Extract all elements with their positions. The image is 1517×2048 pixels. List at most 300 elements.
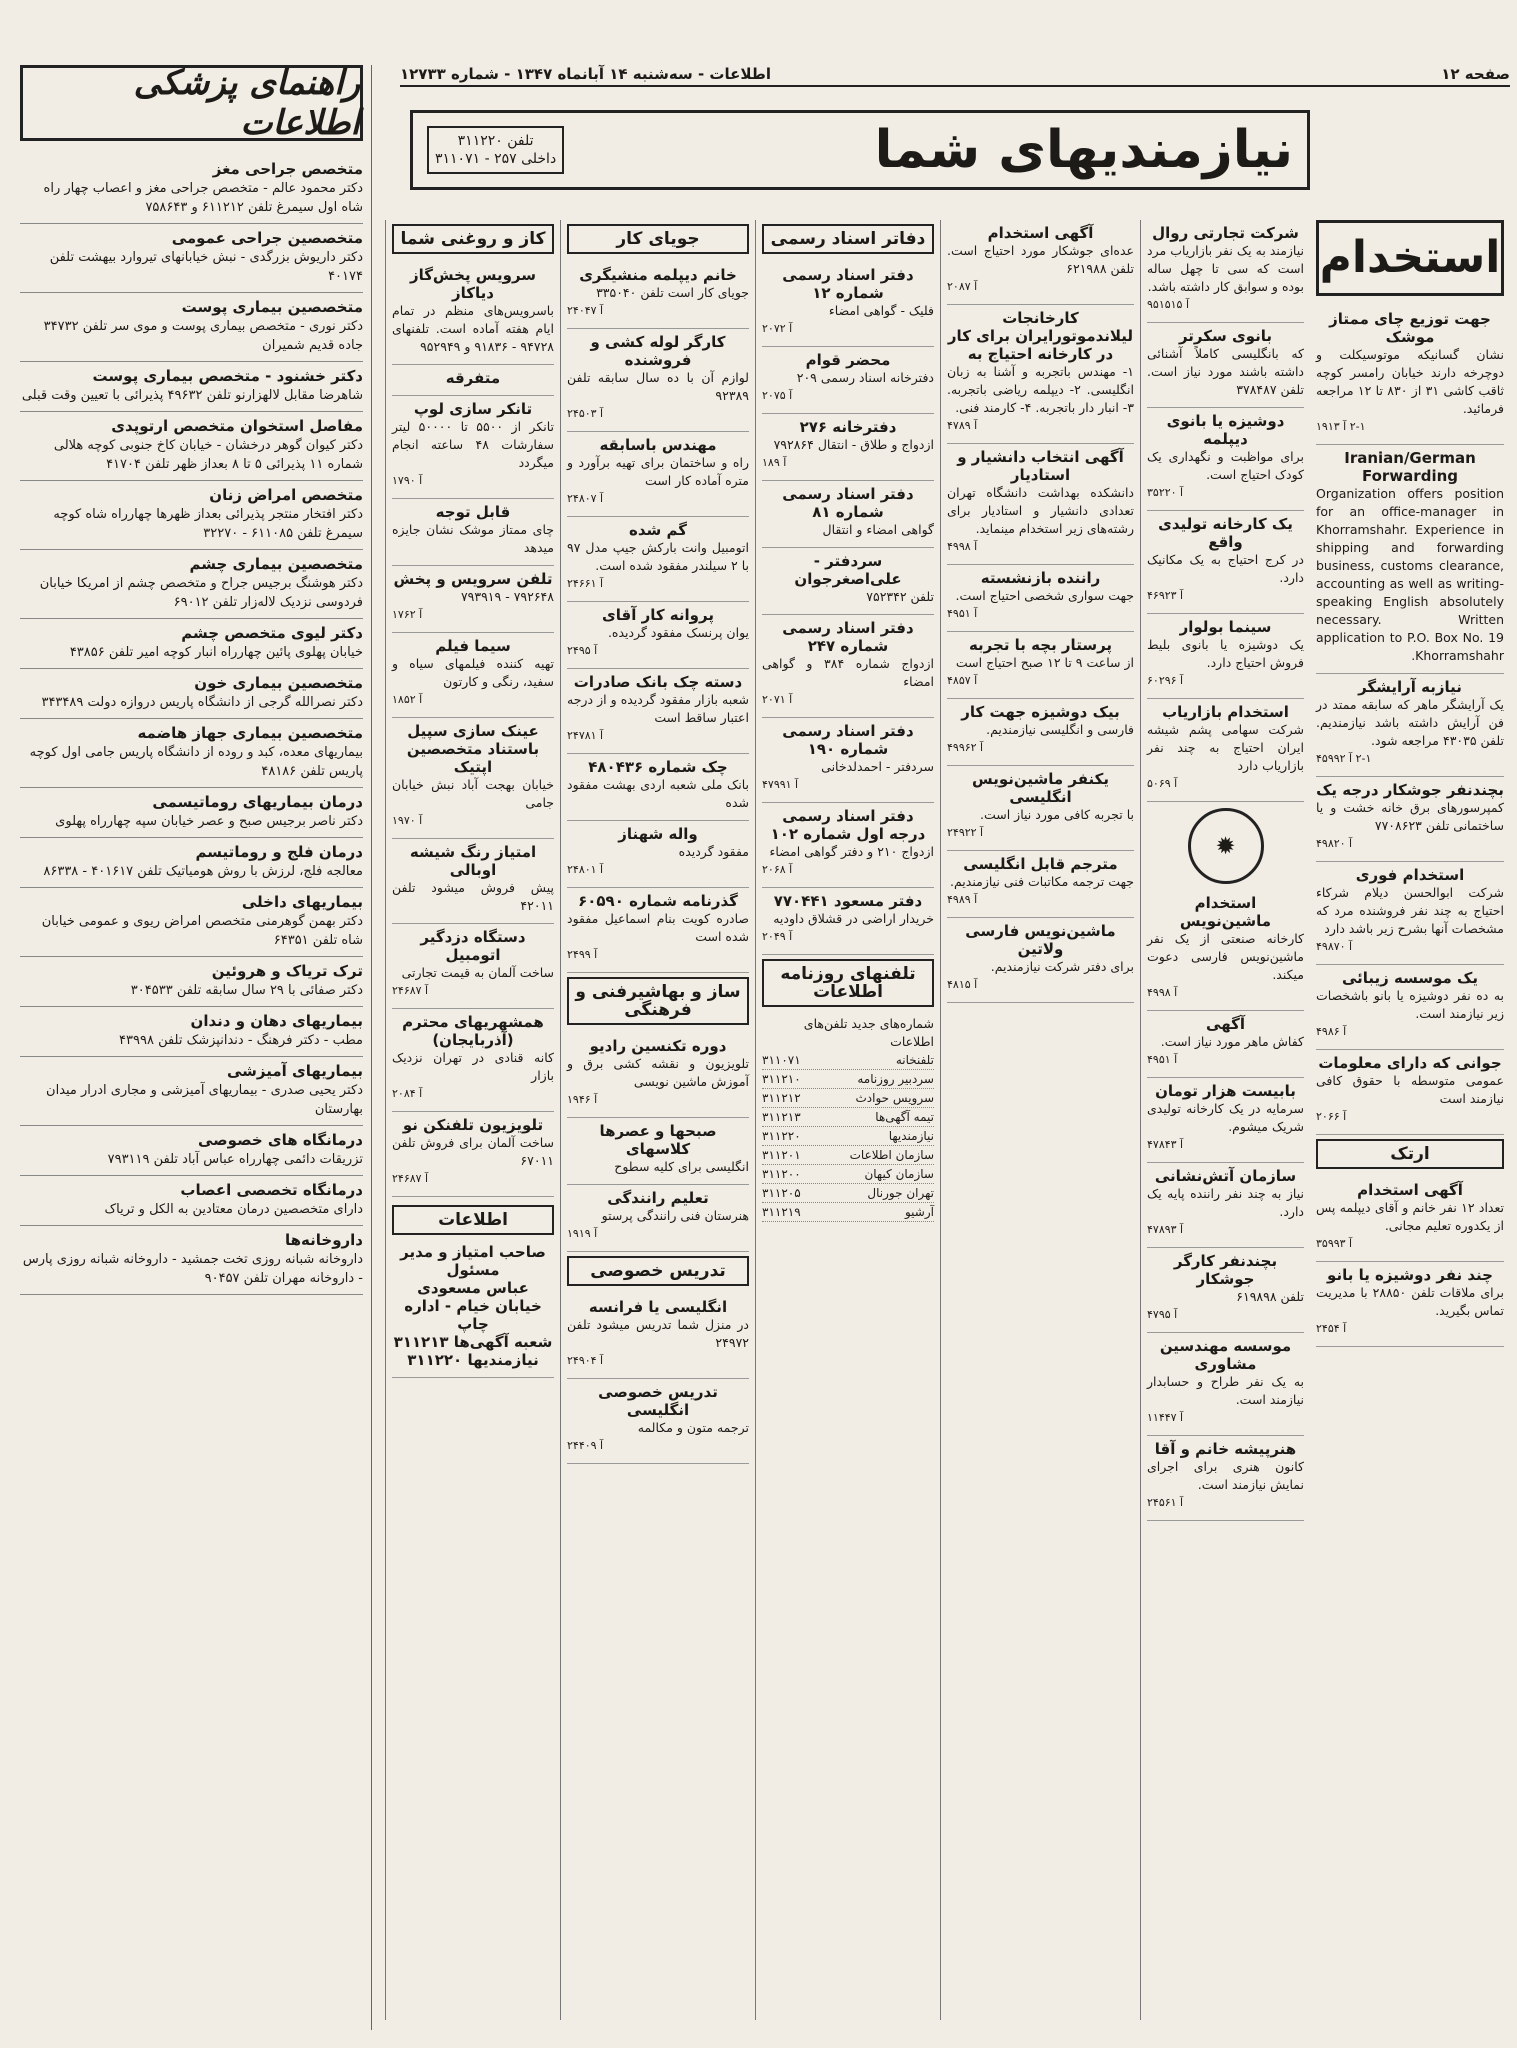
classified-ad (947, 918, 1134, 1003)
phone-label: تلفنخانه (895, 1053, 934, 1067)
listing-title: متخصصین بیماری پوست (181, 298, 363, 316)
ad-heading: چک شماره ۴۸۰۴۳۶ (588, 758, 728, 776)
ad-body: جویای کار است تلفن ۳۳۵۰۴۰ (596, 285, 749, 300)
ad-code: ۲-۱ آ ۴۵۹۹۲ (1316, 752, 1372, 765)
listing-text: دکتر کیوان گوهر درخشان - خیابان کاخ جنوبی کوچه هلالی شماره ۱۱ پذیرائی ۵ تا ۸ بعداز ظهر تلفن ۴۱۷۰۴ (53, 438, 363, 472)
listing-text: دکتر داریوش بزرگدی - نبش خیابانهای تیروارد بیهشت تلفن ۴۰۱۷۴ (49, 250, 363, 284)
ad-heading: موسسه مهندسین مشاوری (1159, 1337, 1292, 1373)
ad-body: شرکت سهامی پشم شیشه ایران احتیاج به چند نفر بازاریاب دارد (1147, 722, 1304, 773)
phone-row (762, 1127, 934, 1146)
column-header: دفاتر اسناد رسمی (762, 224, 934, 254)
ad-code: آ ۲۴۸۰۱ (567, 863, 604, 876)
ad-body: فلیک - گواهی امضاء (828, 303, 934, 318)
phone-row (762, 1070, 934, 1089)
ad-body: ساخت آلمان برای فروش تلفن ۶۷۰۱۱ (392, 1135, 554, 1168)
classified-ad (567, 754, 749, 821)
column-header: کاز و روغنی شما (392, 224, 554, 254)
ad-body: یوان پرنسک مفقود گردیده. (607, 625, 749, 640)
ad-heading: قابل توجه (435, 503, 511, 521)
phone-label: سازمان اطلاعات (849, 1148, 934, 1162)
ad-heading: یک کارخانه تولیدی واقع (1158, 515, 1293, 551)
ad-code: آ ۲۰۷۲ (762, 322, 793, 335)
classified-ad (392, 1009, 554, 1112)
listing-text: دکتر نوری - متخصص بیماری پوست و موی سر تلفن ۳۴۷۳۲ جاده قدیم شمیران (43, 319, 363, 353)
section-banner (410, 110, 1310, 190)
classified-ad (1316, 1177, 1504, 1262)
classified-ad (567, 1185, 749, 1252)
phone-label: تیمه آگهی‌ها (875, 1110, 934, 1124)
listing-text: دکتر یحیی صدری - بیماریهای آمیزشی و مجاری ادرار میدان بهارستان (46, 1083, 363, 1117)
ad-heading: شرکت تجارتی روال (1152, 224, 1299, 242)
ad-code: آ ۲۴۵۰۳ (567, 407, 604, 420)
section-header-employment: استخدام (1316, 220, 1504, 296)
ad-code: آ ۲۴۶۸۷ (392, 1172, 429, 1185)
ad-heading: انگلیسی یا فرانسه (588, 1298, 728, 1316)
medical-listing (20, 1126, 363, 1176)
classified-ad (567, 432, 749, 517)
medical-listing (20, 669, 363, 719)
ad-code: آ ۱۷۹۰ (392, 474, 423, 487)
medical-listing (20, 412, 363, 481)
classified-ad (392, 1112, 554, 1197)
classified-ad (1147, 1078, 1304, 1163)
ad-code: آ ۴۹۸۷۰ (1316, 940, 1353, 953)
classified-ad (1147, 1163, 1304, 1248)
ad-heading: دوشیزه یا بانوی دیپلمه (1166, 412, 1285, 448)
ad-body: تلفن ۷۵۲۳۴۲ (866, 589, 934, 604)
ad-body: تعداد ۱۲ نفر خانم و آقای دیپلمه پس از یکدوره تعلیم مجانی. (1316, 1200, 1504, 1233)
classified-ad (1316, 1050, 1504, 1135)
ad-heading: بچندنفر جوشکار درجه یک (1316, 781, 1504, 799)
ad-heading: دفتر اسناد رسمی شماره ۱۹۰ (782, 722, 914, 758)
classified-ad (1147, 890, 1304, 1011)
phone-label: سردبیر روزنامه (857, 1072, 934, 1086)
ad-heading: استخدام ماشین‌نویس (1179, 894, 1272, 930)
ad-heading: بابیست هزار تومان (1155, 1082, 1296, 1100)
phone-box-header: تلفنهای روزنامه اطلاعات (762, 959, 934, 1007)
ad-heading: واله شهناز (618, 825, 698, 843)
ad-heading: دفتر اسناد رسمی درجه اول شماره ۱۰۲ (770, 807, 926, 843)
classified-ad (1147, 1248, 1304, 1333)
ad-body: با تجربه کافی مورد نیاز است. (980, 807, 1134, 822)
classified-ad (1147, 1333, 1304, 1436)
phone-number: ۳۱۱۲۲۰ (762, 1129, 801, 1143)
ad-body: هنرستان فنی رانندگی پرستو (601, 1208, 749, 1223)
classified-ad (392, 365, 554, 396)
ad-code: آ ۶۰۲۹۶ (1147, 674, 1184, 687)
classified-ad (1316, 306, 1504, 445)
ad-code: آ ۲۴۰۴۷ (567, 304, 604, 317)
ad-body: جهت سواری شخصی احتیاج است. (955, 588, 1134, 603)
listing-title: متخصصین بیماری خون (194, 674, 363, 692)
ad-heading: سیما فیلم (435, 637, 511, 655)
ad-body: کانون هنری برای اجرای نمایش نیازمند است. (1147, 1459, 1304, 1492)
classified-ad (762, 262, 934, 347)
classified-ad (392, 396, 554, 499)
ad-heading: مترجم قابل انگلیسی (963, 855, 1118, 873)
classified-ad (762, 803, 934, 888)
ad-body: راه و ساختمان برای تهیه برآورد و متره آماده کار است (567, 455, 749, 488)
listing-text: دکتر ناصر برجیس صبح و عصر خیابان سپه چهارراه پهلوی (55, 814, 363, 829)
ad-heading: دستگاه دزدگیر اتومبیل (420, 928, 526, 964)
ad-body: فارسی و انگلیسی نیازمندیم. (986, 722, 1134, 737)
listing-title: بیماریهای دهان و دندان (190, 1012, 363, 1030)
medical-listing (20, 155, 363, 224)
phone-row (762, 1184, 934, 1203)
phone-label: سرویس حوادث (855, 1091, 934, 1105)
ad-code: آ ۲۰۶۶ (1316, 1110, 1347, 1123)
ad-heading: پرستار بچه با تجربه (968, 636, 1113, 654)
classified-ad (567, 602, 749, 669)
ad-heading: سرویس پخش‌گاز دیاکاز (409, 266, 537, 302)
ad-body: کارخانه صنعتی از یک نفر ماشین‌نویس فارسی دعوت میکند. (1147, 931, 1304, 982)
ad-heading: گذرنامه شماره ۶۰۵۹۰ (578, 892, 738, 910)
masthead-title: اطلاعات (392, 1205, 554, 1235)
ad-heading: راننده بازنشسته (980, 569, 1101, 587)
listing-title: داروخانه‌ها (284, 1231, 363, 1249)
ad-body: Organization offers position for an office-manager in Khorramshahr. Experience in shipping and forwarding business, customs clearance, accounting as well as writing-speaking English absolutely necessary. Written application to P.O. Box No. 19 Khorramshahr. (1316, 486, 1504, 663)
sidebar-title: راهنمای پزشکی اطلاعات (20, 65, 363, 141)
ad-body: کمپرسورهای برق خانه خشت و یا ساختمانی تلفن ۷۷۰۸۶۲۳ (1316, 800, 1504, 833)
listing-title: بیماریهای داخلی (241, 893, 363, 911)
ad-code: آ ۲۴۹۰۴ (567, 1354, 604, 1367)
listing-title: بیماریهای آمیزشی (226, 1062, 363, 1080)
ad-heading: دفتر اسناد رسمی شماره ۸۱ (782, 485, 914, 521)
ad-heading: یک موسسه زیبائی (1341, 969, 1479, 987)
ad-heading: استخدام فوری (1355, 866, 1465, 884)
phone-number: ۳۱۱۲۰۵ (762, 1186, 801, 1200)
ad-body: خریدار اراضی در قشلاق داودیه (773, 911, 934, 926)
ad-body: در منزل شما تدریس میشود تلفن ۲۴۹۷۲ (567, 1317, 749, 1350)
classified-ad (567, 821, 749, 888)
ad-heading: صبحها و عصرها کلاسهای (599, 1122, 717, 1158)
banner-phone-box (427, 126, 564, 174)
classified-ad (762, 888, 934, 955)
ad-code: آ ۲۴۸۰۷ (567, 492, 604, 505)
listing-title: متخصص امراض زنان (209, 486, 363, 504)
ad-code: آ ۲۴۹۵ (567, 644, 598, 657)
ad-body: دفترخانه اسناد رسمی ۲۰۹ (796, 370, 934, 385)
medical-listing (20, 888, 363, 957)
ad-heading: آگهی (1206, 1015, 1245, 1033)
ad-heading: متفرقه (445, 369, 501, 387)
ad-body: تهیه کننده فیلمهای سیاه و سفید، رنگی و کارتون (392, 656, 554, 689)
classified-ad (567, 1294, 749, 1379)
ad-body: دانشکده بهداشت دانشگاه تهران تعدادی دانشیار و استادیار برای رشته‌های زیر استخدام مینماید. (947, 485, 1134, 536)
listing-title: درمان بیماریهای روماتیسمی (152, 793, 363, 811)
ad-heading: چند نفر دوشیزه یا بانو (1327, 1266, 1493, 1284)
ad-code: ۲-۱ آ ۱۹۱۳ (1316, 420, 1366, 433)
medical-listing (20, 1007, 363, 1057)
phone-number: ۳۱۱۰۷۱ (762, 1053, 801, 1067)
classified-ad (947, 632, 1134, 699)
classified-ad (1147, 614, 1304, 699)
classified-ad (947, 565, 1134, 632)
ad-heading: تدریس خصوصی انگلیسی (598, 1383, 718, 1419)
ad-body: به ده نفر دوشیزه یا بانو باشخصات زیر نیازمند است. (1316, 988, 1504, 1021)
ad-code: آ ۲۴۹۲۲ (947, 826, 984, 839)
ad-heading: تانکر سازی لوپ (413, 400, 533, 418)
ad-body: شرکت ابوالحسن دیلام شرکاء احتیاج به چند نفر فروشنده مرد که مشخصات آنها بشرح زیر باشد دارد (1316, 885, 1504, 936)
ad-code: آ ۵۰۶۹ (1147, 777, 1178, 790)
ad-heading: خانم دیپلمه منشیگری (579, 266, 737, 284)
listing-title: دکتر خشنود - متخصص بیماری پوست (92, 367, 363, 385)
medical-listing (20, 550, 363, 619)
ticker-logo: ارتک (1316, 1139, 1504, 1169)
ad-heading: دفتر اسناد رسمی شماره ۱۲ (782, 266, 914, 302)
ad-code: آ ۲۰۴۹ (762, 930, 793, 943)
ad-heading: سازمان آتش‌نشانی (1154, 1167, 1297, 1185)
ad-body: خیابان بهجت آباد نبش خیابان جامی (392, 777, 554, 810)
ad-heading: عینک سازی سپیل باستناد متخصصین اپتیک (406, 722, 540, 776)
medical-listing (20, 957, 363, 1007)
medical-listing (20, 362, 363, 412)
ad-code: آ ۴۹۹۶۲ (947, 741, 984, 754)
phone-label: آرشیو (904, 1205, 934, 1219)
ad-code: آ ۴۸۱۵ (947, 978, 978, 991)
classified-ad (1316, 1262, 1504, 1347)
masthead (392, 1197, 554, 1378)
ad-code: آ ۲۴۵۴ (1316, 1322, 1347, 1335)
education-header: ساز و بهاشیرفنی و فرهنگی (567, 977, 749, 1025)
ad-heading: کارگر لوله کشی و فروشنده (590, 333, 726, 369)
ad-heading: آگهی انتخاب دانشیار و استادیار (957, 448, 1124, 484)
medical-listing (20, 1057, 363, 1126)
classified-ad (1147, 1011, 1304, 1078)
ad-heading: هنرپیشه خانم و آقا (1154, 1440, 1297, 1458)
classified-ad (947, 851, 1134, 918)
banner-title: نیازمندیهای شما (874, 120, 1293, 180)
listing-title: درمانگاه تخصصی اعصاب (180, 1181, 363, 1199)
ad-body: نیازمند به یک نفر بازاریاب مرد است که سی تا چهل ساله بوده و سوابق کار داشته باشد. (1147, 243, 1304, 294)
ad-body: مفقود گردیده (678, 844, 749, 859)
listing-title: درمانگاه های خصوصی (198, 1131, 363, 1149)
ad-code: آ ۲۰۷۵ (762, 389, 793, 402)
listing-title: متخصص جراحی مغز (212, 160, 363, 178)
ad-heading: مهندس باسابقه (599, 436, 717, 454)
listing-text: داروخانه شبانه روزی تخت جمشید - داروخانه شبانه روزی پارس - داروخانه مهران تلفن ۹۰۴۵۷ (22, 1252, 363, 1286)
listing-title: متخصصین بیماری چشم (189, 555, 363, 573)
sidebar-list (20, 155, 363, 1295)
ad-code: آ ۳۵۲۲۰ (1147, 486, 1184, 499)
ad-heading: بیک دوشیزه جهت کار (961, 703, 1120, 721)
emblem-icon: ✹ (1188, 808, 1264, 884)
classified-ad (1147, 408, 1304, 511)
ad-body: سردفتر - احمدلدخانی (821, 759, 934, 774)
listing-text: دکتر صفائی با ۲۹ سال سابقه تلفن ۳۰۴۵۳۳ (130, 983, 363, 998)
ad-code: آ ۴۹۵۱ (1147, 1053, 1178, 1066)
ad-body: تانکر از ۵۵۰۰ تا ۵۰۰۰۰ لیتر سفارشات ۴۸ ساعته انجام میگردد (392, 419, 555, 470)
listing-title: ترک تریاک و هروئین (211, 962, 363, 980)
listing-text: شاهرضا مقابل لالهزارنو تلفن ۴۹۶۳۲ پذیرائی با تعیین وقت قبلی (21, 388, 363, 403)
page-number: صفحه ۱۲ (1441, 65, 1510, 83)
ad-body: عمومی متوسطه با حقوق کافی نیازمند است (1316, 1073, 1504, 1106)
column-header: جویای کار (567, 224, 749, 254)
ad-body: انگلیسی برای کلیه سطوح (614, 1159, 749, 1174)
ad-body: برای دفتر شرکت نیازمندیم. (990, 959, 1134, 974)
ad-heading: دوره تکنسین رادیو (589, 1037, 727, 1055)
ad-code: آ ۴۶۹۲۳ (1147, 589, 1184, 602)
ad-heading: سردفتر - علی‌اصغرجوان (794, 552, 902, 588)
classified-ad (947, 444, 1134, 565)
masthead-line: صاحب امتیاز و مدیر مسئول (400, 1243, 546, 1279)
listing-text: دکتر بهمن گوهرمنی متخصص امراض ریوی و عمومی خیابان شاه تلفن ۶۴۳۵۱ (41, 914, 363, 948)
classified-ad (762, 718, 934, 803)
ad-code: آ ۲۴۹۹ (567, 948, 598, 961)
ad-body: در کرج احتیاج به یک مکانیک دارد. (1147, 552, 1304, 585)
ad-heading: تلفن سرویس و پخش (393, 570, 553, 588)
ad-body: جهت ترجمه مکاتبات فنی نیازمندیم. (950, 874, 1134, 889)
page-header (400, 63, 1510, 87)
classified-ad (1147, 1436, 1304, 1521)
ad-heading: کارخانجات لیلاندموتورایران برای کار در کارخانه احتیاج به (947, 309, 1134, 363)
column-notary (755, 220, 940, 2020)
ad-body: یک آرایشگر ماهر که سابقه ممتد در فن آرایش داشته باشد نیازمندیم. تلفن ۴۳۰۳۵ مراجعه شود. (1316, 697, 1504, 748)
ad-body: کانه قنادی در تهران نزدیک بازار (392, 1050, 554, 1083)
phone-label: تهران جورنال (867, 1186, 934, 1200)
classified-ad (947, 766, 1134, 851)
listing-title: مفاصل استخوان متخصص ارتوپدی (111, 417, 363, 435)
ad-heading: استخدام بازاریاب (1162, 703, 1289, 721)
ad-heading: بچندنفر کارگر جوشکار (1173, 1252, 1278, 1288)
ad-body: نیاز به چند نفر راننده پایه یک دارد. (1147, 1186, 1304, 1219)
ad-code: آ ۱۸۹ (762, 456, 787, 469)
classified-ad (392, 839, 554, 924)
ad-heading: Iranian/German Forwarding (1344, 449, 1476, 485)
classified-ad (947, 305, 1134, 444)
ad-heading: همشهریهای محترم (آذربایجان) (402, 1013, 544, 1049)
ad-body: به یک نفر طراح و حسابدار نیازمند است. (1147, 1374, 1304, 1407)
column-jobs (1310, 220, 1510, 2020)
listing-text: معالجه فلج، لرزش با روش هومیاتیک تلفن ۴۰۱۶۱۷ - ۸۶۳۳۸ (43, 864, 363, 879)
ad-code: آ ۳۵۹۹۳ (1316, 1237, 1353, 1250)
ad-code: آ ۴۸۵۷ (947, 674, 978, 687)
listing-title: درمان فلج و روماتیسم (195, 843, 363, 861)
ad-code: آ ۲۴۶۸۷ (392, 984, 429, 997)
ad-code: آ ۱۸۵۲ (392, 693, 423, 706)
ad-body: چای ممتاز موشک نشان جایزه میدهد (392, 522, 554, 555)
ad-code: آ ۹۵۱۵۱۵ (1147, 298, 1190, 311)
column-jobs-3 (940, 220, 1140, 2020)
ad-code: آ ۴۷۹۵ (1147, 1308, 1178, 1321)
ad-code: آ ۴۷۸۴۳ (1147, 1138, 1184, 1151)
ad-heading: تعلیم رانندگی (607, 1189, 709, 1207)
ad-heading: دفتر اسناد رسمی شماره ۲۴۷ (782, 619, 914, 655)
listing-text: بیماریهای معده، کبد و روده از دانشگاه پاریس جامی اول کوچه پاریس تلفن ۴۸۱۸۶ (29, 745, 363, 779)
classified-ad (762, 347, 934, 414)
listing-title: متخصصین جراحی عمومی (171, 229, 363, 247)
ad-heading: بانوی سکرتر (1178, 327, 1273, 345)
ad-code: آ ۲۰۸۷ (947, 280, 978, 293)
ad-code: آ ۱۹۷۰ (392, 814, 423, 827)
medical-listing (20, 224, 363, 293)
phone-number: ۳۱۱۲۱۹ (762, 1205, 801, 1219)
ad-code: آ ۴۷۸۹۳ (1147, 1223, 1184, 1236)
dateline: اطلاعات - سه‌شنبه ۱۴ آبانماه ۱۳۴۷ - شماره ۱۲۷۳۳ (400, 65, 772, 83)
classified-ad (567, 669, 749, 754)
ad-code: آ ۱۹۱۹ (567, 1227, 598, 1240)
ad-body: شعبه بازار مفقود گردیده و از درجه اعتبار ساقط است (567, 692, 749, 725)
classified-ad (567, 262, 749, 329)
phone-box-subheader: شماره‌های جدید تلفن‌های اطلاعات (803, 1016, 934, 1049)
classified-ad (567, 517, 749, 602)
ad-heading: ماشین‌نویس فارسی ولاتین (965, 922, 1116, 958)
classified-ad (1316, 777, 1504, 862)
tutoring-header: تدریس خصوصی (567, 1256, 749, 1286)
ad-body: صادره کویت بنام اسماعیل مفقود شده است (567, 911, 749, 944)
classified-ad (762, 481, 934, 548)
listing-text: دارای متخصصین درمان معتادین به الکل و تریاک (104, 1202, 363, 1217)
ad-body: پیش فروش میشود تلفن ۴۲۰۱۱ (392, 880, 554, 913)
ad-code: آ ۲۴۷۸۱ (567, 729, 604, 742)
classified-ad (567, 329, 749, 432)
ad-body: ۱- مهندس باتجربه و آشنا به زبان انگلیسی. ۲- دیپلمه ریاضی باتجربه. ۳- انبار دار باتجربه. ۴- کارمند فنی. (947, 364, 1134, 415)
medical-listing (20, 1176, 363, 1226)
ad-heading: جوانی که دارای معلومات (1318, 1054, 1502, 1072)
ad-heading: یکنفر ماشین‌نویس انگلیسی (972, 770, 1109, 806)
phone-number: ۳۱۱۲۱۰ (762, 1072, 801, 1086)
ad-code: آ ۴۹۹۸ (947, 540, 978, 553)
classified-ad (392, 566, 554, 633)
ad-heading: جهت توزیع چای ممتاز موشک (1329, 310, 1491, 346)
phone-label: نیازمندیها (888, 1129, 934, 1143)
classified-ad (1316, 965, 1504, 1050)
ad-code: آ ۲۴۵۶۱ (1147, 1496, 1184, 1509)
phone-row (762, 1051, 934, 1070)
ad-code: آ ۲۴۴۰۹ (567, 1439, 604, 1452)
phone-row (762, 1165, 934, 1184)
classified-ad (567, 1033, 749, 1118)
classified-ad (392, 924, 554, 1009)
ad-code: آ ۴۷۸۹ (947, 419, 978, 432)
classified-ad (567, 1379, 749, 1464)
ad-body: برای مواظبت و نگهداری یک کودک احتیاج است. (1147, 449, 1304, 482)
ad-body: باسرویس‌های منظم در تمام ایام هفته آماده است. تلفنهای ۹۴۷۲۸ - ۹۱۸۳۶ و ۹۵۲۹۴۹ (392, 303, 554, 354)
listing-text: دکتر نصرالله گرجی از دانشگاه پاریس دروازه دولت ۳۴۳۴۸۹ (41, 695, 363, 710)
phone-row (762, 1108, 934, 1127)
masthead-line: خیابان خیام - اداره چاپ (404, 1297, 542, 1333)
ad-body: ترجمه متون و مکالمه (637, 1420, 749, 1435)
ad-body: که بانگلیسی کاملاً آشنائی داشته باشند مورد نیاز است. تلفن ۳۷۸۴۸۷ (1147, 346, 1304, 397)
ad-body: بانک ملی شعبه اردی بهشت مفقود شده (567, 777, 749, 810)
listing-title: دکتر لیوی متخصص چشم (181, 624, 363, 642)
phone-row (762, 1146, 934, 1165)
classified-ad (1316, 862, 1504, 965)
ad-heading: پروانه کار آقای (602, 606, 714, 624)
ad-body: از ساعت ۹ تا ۱۲ صبح احتیاج است (955, 655, 1134, 670)
ad-body: لوازم آن با ده سال سابقه تلفن ۹۲۳۸۹ (567, 370, 749, 403)
masthead-line: شعبه آگهی‌ها ۳۱۱۲۱۳ (393, 1333, 553, 1351)
classified-ad (567, 1118, 749, 1185)
listing-title: متخصصین بیماری جهاز هاضمه (137, 724, 363, 742)
ad-code: آ ۴۷۹۹۱ (762, 778, 799, 791)
ad-body: ازدواج و طلاق - انتقال ۷۹۲۸۶۴ (773, 437, 934, 452)
ad-heading: آگهی استخدام (987, 224, 1094, 242)
ad-heading: امتیاز رنگ شیشه اوبالی (409, 843, 537, 879)
classified-ad (567, 888, 749, 973)
ad-code: آ ۱۹۴۶ (567, 1093, 598, 1106)
phone-row (762, 1089, 934, 1108)
ad-code: آ ۴۹۸۹ (947, 893, 978, 906)
listing-text: دکتر محمود عالم - متخصص جراحی مغز و اعصاب چهار راه شاه اول سیمرغ تلفن ۶۱۱۲۱۲ و ۷۵۸۶۴۳ (43, 181, 363, 215)
column-job-seekers (560, 220, 755, 2020)
phone-number: ۳۱۱۲۱۳ (762, 1110, 801, 1124)
medical-listing (20, 293, 363, 362)
classified-ad (762, 548, 934, 615)
ad-code: آ ۱۷۶۲ (392, 608, 423, 621)
classified-ad (1316, 674, 1504, 777)
classified-ad (392, 499, 554, 566)
